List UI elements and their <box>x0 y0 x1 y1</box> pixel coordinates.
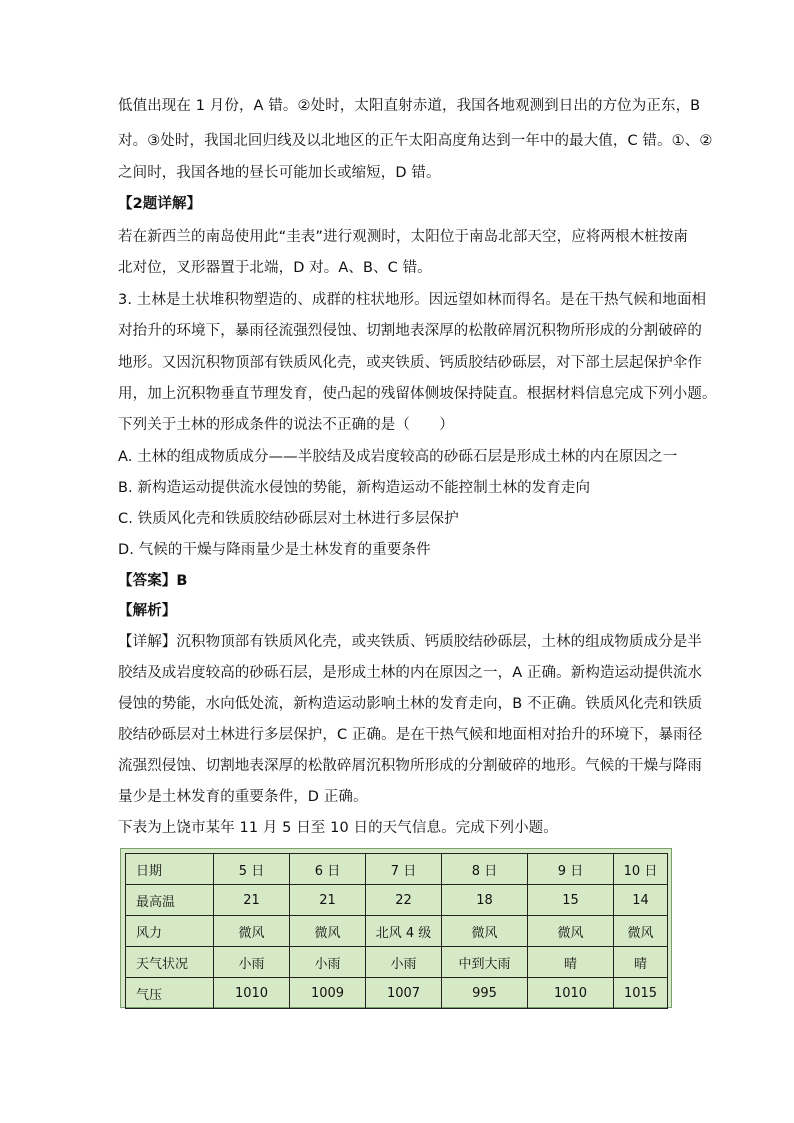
table-cell: 小雨 <box>214 947 290 978</box>
weather-table-frame <box>120 848 672 1008</box>
table-caption: 下表为上饶市某年 11 月 5 日至 10 日的天气信息。完成下列小题。 <box>118 820 558 836</box>
text-line: 流强烈侵蚀、切割地表深厚的松散碎屑沉积物所形成的分割破碎的地形。气候的干燥与降雨 <box>118 758 702 774</box>
table-cell: 微风 <box>528 916 614 947</box>
table-cell: 小雨 <box>290 947 366 978</box>
table-cell: 5 日 <box>214 854 290 885</box>
analysis-label: 【解析】 <box>118 603 177 619</box>
option-a: A. 土林的组成物质成分——半胶结及成岩度较高的砂砾石层是形成土林的内在原因之一 <box>118 449 678 465</box>
table-cell: 1010 <box>214 978 290 1009</box>
table-cell: 21 <box>214 885 290 916</box>
table-cell: 6 日 <box>290 854 366 885</box>
text-line: 胶结及成岩度较高的砂砾石层，是形成土林的内在原因之一，A 正确。新构造运动提供流水 <box>118 665 703 681</box>
table-cell: 9 日 <box>528 854 614 885</box>
answer-label: 【答案】B <box>118 573 188 589</box>
table-cell: 7 日 <box>366 854 442 885</box>
row-header: 气压 <box>126 978 214 1009</box>
table-cell: 晴 <box>528 947 614 978</box>
row-header: 最高温 <box>126 885 214 916</box>
table-cell: 14 <box>614 885 668 916</box>
table-row <box>126 854 668 885</box>
table-cell: 1007 <box>366 978 442 1009</box>
text-line: 北对位，叉形器置于北端，D 对。A、B、C 错。 <box>118 260 432 276</box>
text-line: 地形。又因沉积物顶部有铁质风化壳，或夹铁质、钙质胶结砂砾层，对下部土层起保护伞作 <box>118 355 702 371</box>
text-line: 胶结砂砾层对土林进行多层保护，C 正确。是在干热气候和地面相对抬升的环境下，暴雨径 <box>118 727 703 743</box>
table-cell: 微风 <box>442 916 528 947</box>
table-cell: 1009 <box>290 978 366 1009</box>
table-cell: 小雨 <box>366 947 442 978</box>
table-row <box>126 885 668 916</box>
detail-text: 【详解】沉积物顶部有铁质风化壳，或夹铁质、钙质胶结砂砾层，土林的组成物质成分是半 <box>118 634 702 650</box>
table-cell: 8 日 <box>442 854 528 885</box>
question-stem: 下列关于土林的形成条件的说法不正确的是（ ） <box>118 417 454 433</box>
row-header: 风力 <box>126 916 214 947</box>
table-cell: 晴 <box>614 947 668 978</box>
text-line: 若在新西兰的南岛使用此“圭表”进行观测时，太阳位于南岛北部天空，应将两根木桩按南 <box>118 229 689 245</box>
table-cell: 北风 4 级 <box>366 916 442 947</box>
section-heading: 【2题详解】 <box>118 196 202 212</box>
table-row <box>126 916 668 947</box>
table-cell: 微风 <box>290 916 366 947</box>
table-cell: 微风 <box>214 916 290 947</box>
text-line: 量少是土林发育的重要条件，D 正确。 <box>118 789 368 805</box>
option-b: B. 新构造运动提供流水侵蚀的势能，新构造运动不能控制土林的发育走向 <box>118 480 591 496</box>
text-line: 之间时，我国各地的昼长可能加长或缩短，D 错。 <box>118 165 441 181</box>
weather-table <box>125 853 668 1009</box>
option-c: C. 铁质风化壳和铁质胶结砂砾层对土林进行多层保护 <box>118 511 459 527</box>
row-header: 天气状况 <box>126 947 214 978</box>
table-cell: 1010 <box>528 978 614 1009</box>
text-line: 用，加上沉积物垂直节理发育，使凸起的残留体侧坡保持陡直。根据材料信息完成下列小题。 <box>118 386 717 402</box>
option-d: D. 气候的干燥与降雨量少是土林发育的重要条件 <box>118 542 431 558</box>
text-line: 对。③处时，我国北回归线及以北地区的正午太阳高度角达到一年中的最大值，C 错。①、② <box>118 133 713 149</box>
text-line: 侵蚀的势能，水向低处流，新构造运动影响土林的发育走向，B 不正确。铁质风化壳和铁质 <box>118 696 703 712</box>
row-header: 日期 <box>126 854 214 885</box>
table-cell: 中到大雨 <box>442 947 528 978</box>
table-cell: 22 <box>366 885 442 916</box>
table-cell: 15 <box>528 885 614 916</box>
table-cell: 18 <box>442 885 528 916</box>
table-cell: 1015 <box>614 978 668 1009</box>
question-intro: 3. 土林是土状堆积物塑造的、成群的柱状地形。因远望如林而得名。是在干热气候和地面相 <box>118 292 707 308</box>
table-cell: 微风 <box>614 916 668 947</box>
table-cell: 10 日 <box>614 854 668 885</box>
table-row <box>126 978 668 1009</box>
table-row <box>126 947 668 978</box>
table-cell: 21 <box>290 885 366 916</box>
text-line: 低值出现在 1 月份，A 错。②处时，太阳直射赤道，我国各地观测到日出的方位为正东，B <box>118 98 701 114</box>
table-cell: 995 <box>442 978 528 1009</box>
text-line: 对抬升的环境下，暴雨径流强烈侵蚀、切割地表深厚的松散碎屑沉积物所形成的分割破碎的 <box>118 323 702 339</box>
